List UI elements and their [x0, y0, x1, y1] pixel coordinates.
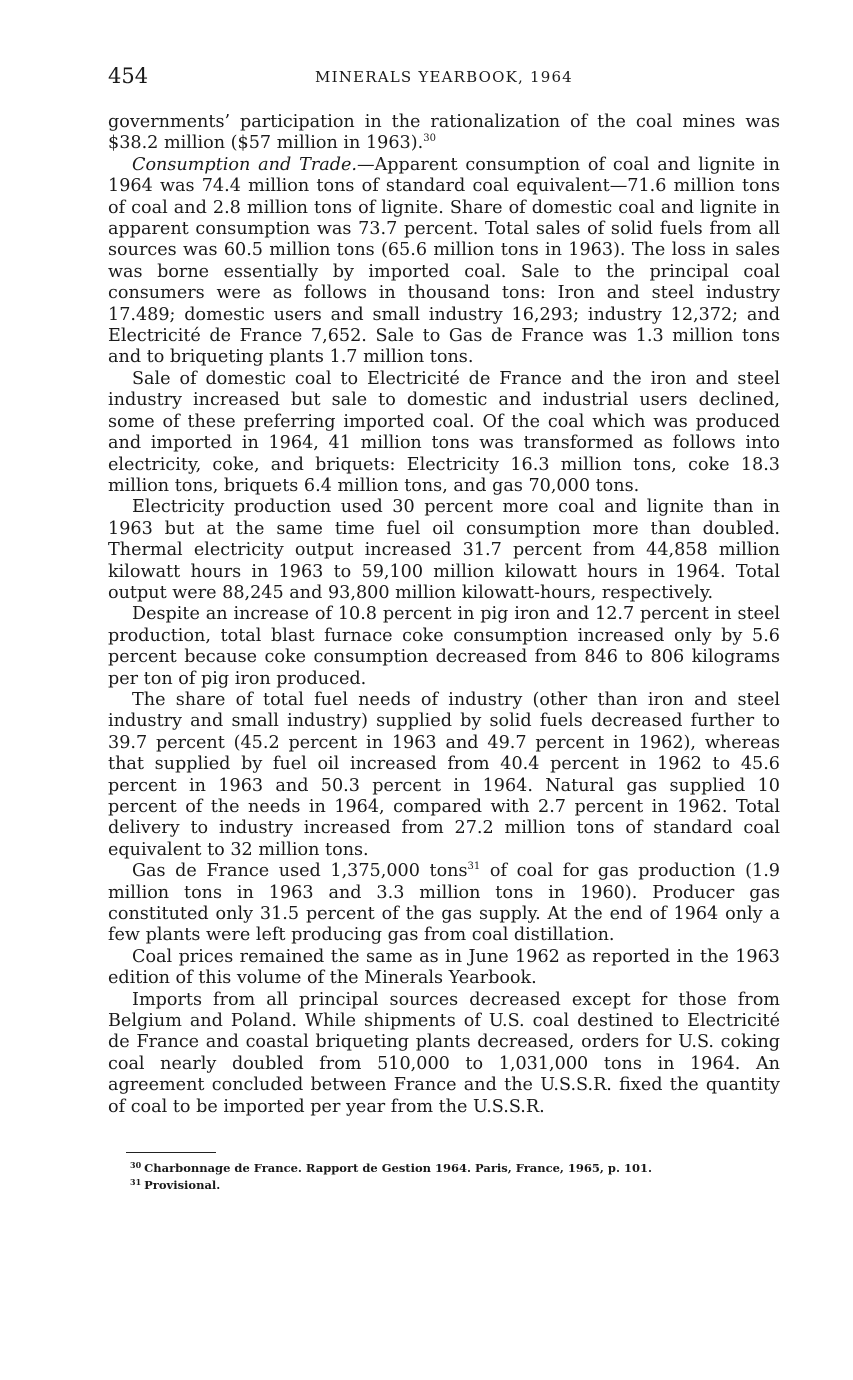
paragraph-1-text: governments’ participation in the rationalization of the coal mines was $38.2 million ($57 million in 1963).: [108, 112, 780, 154]
paragraph-consumption-trade: [108, 155, 780, 369]
paragraph-2-text: —Apparent consumption of coal and lignite in 1964 was 74.4 million tons of standard coal equivalent—71.6 million tons of coal and 2.8 million tons of lignite. Share of domestic coal and lignite in apparent consumption was 73.7 percent. Total sales of solid fuels from all sources was 60.5 million tons (65.6 million tons in 1963). The loss in sales was borne essentially by imported coal. Sale to the principal coal consumers were as follows in thousand tons: Iron and steel industry 17.489; domestic users and small industry 16,293; industry 12,372; and Electricité de France 7,652. Sale to Gas de France was 1.3 million tons and to briqueting plants 1.7 million tons.: [108, 154, 780, 368]
section-lead-heading: Consumption and Trade.: [132, 154, 357, 175]
paragraph-8: Coal prices remained the same as in June 1962 as reported in the 1963 edition of this volume of the Minerals Yearbook.: [108, 946, 780, 989]
paragraph-1: [108, 112, 780, 155]
paragraph-7-text-b: of coal for gas production (1.9 million tons in 1963 and 3.3 million tons in 1960). Producer gas constituted only 31.5 percent of the gas supply. At the end of 1964 only a few plants were left producing gas from coal distillation.: [108, 861, 780, 946]
paragraph-7-text-a: Gas de France used 1,375,000 tons: [132, 861, 468, 882]
footnote-ref-30: 30: [423, 133, 436, 145]
page-number: 454: [108, 64, 149, 88]
page-header: [108, 64, 780, 98]
paragraph-7: [108, 861, 780, 947]
footnote-31: [130, 1175, 780, 1192]
footnote-rule: [126, 1152, 216, 1153]
paragraph-4: Electricity production used 30 percent more coal and lignite than in 1963 but at the same time fuel oil consumption more than doubled. Thermal electricity output increased 31.7 percent from 44,858 million kilowatt hours in 1963 to 59,100 million kilowatt hours in 1964. Total output were 88,245 and 93,800 million kilowatt-hours, respectively.: [108, 497, 780, 603]
footnote-text: Provisional.: [144, 1178, 221, 1192]
footnote-30: [130, 1158, 780, 1175]
footnotes: [130, 1158, 780, 1192]
paragraph-3: Sale of domestic coal to Electricité de France and the iron and steel industry increased but sale to domestic and industrial users declined, some of these preferring imported coal. Of the coal which was produced and imported in 1964, 41 million tons was transformed as follows into electricity, coke, and briquets: Electricity 16.3 million tons, coke 18.3 million tons, briquets 6.4 million tons, and gas 70,000 tons.: [108, 368, 780, 496]
body-text: [108, 112, 780, 1118]
footnote-text: Charbonnage de France. Rapport de Gestion 1964. Paris, France, 1965, p. 101.: [144, 1161, 652, 1175]
paragraph-9: Imports from all principal sources decreased except for those from Belgium and Poland. While shipments of U.S. coal destined to Electricité de France and coastal briqueting plants decreased, orders for U.S. coking coal nearly doubled from 510,000 to 1,031,000 tons in 1964. An agreement concluded between France and the U.S.S.R. fixed the quantity of coal to be imported per year from the U.S.S.R.: [108, 989, 780, 1117]
running-title: MINERALS YEARBOOK, 1964: [315, 68, 573, 86]
paragraph-5: Despite an increase of 10.8 percent in pig iron and 12.7 percent in steel production, total blast furnace coke consumption increased only by 5.6 percent because coke consumption decreased from 846 to 806 kilograms per ton of pig iron produced.: [108, 604, 780, 689]
footnote-mark: 30: [130, 1160, 142, 1170]
footnote-mark: 31: [130, 1177, 142, 1187]
paragraph-6: The share of total fuel needs of industry (other than iron and steel industry and small industry) supplied by solid fuels decreased further to 39.7 percent (45.2 percent in 1963 and 49.7 percent in 1962), whereas that supplied by fuel oil increased from 40.4 percent in 1962 to 45.6 percent in 1963 and 50.3 percent in 1964. Natural gas supplied 10 percent of the needs in 1964, compared with 2.7 percent in 1962. Total delivery to industry increased from 27.2 million tons of standard coal equivalent to 32 million tons.: [108, 689, 780, 860]
footnote-ref-31: 31: [467, 861, 481, 873]
